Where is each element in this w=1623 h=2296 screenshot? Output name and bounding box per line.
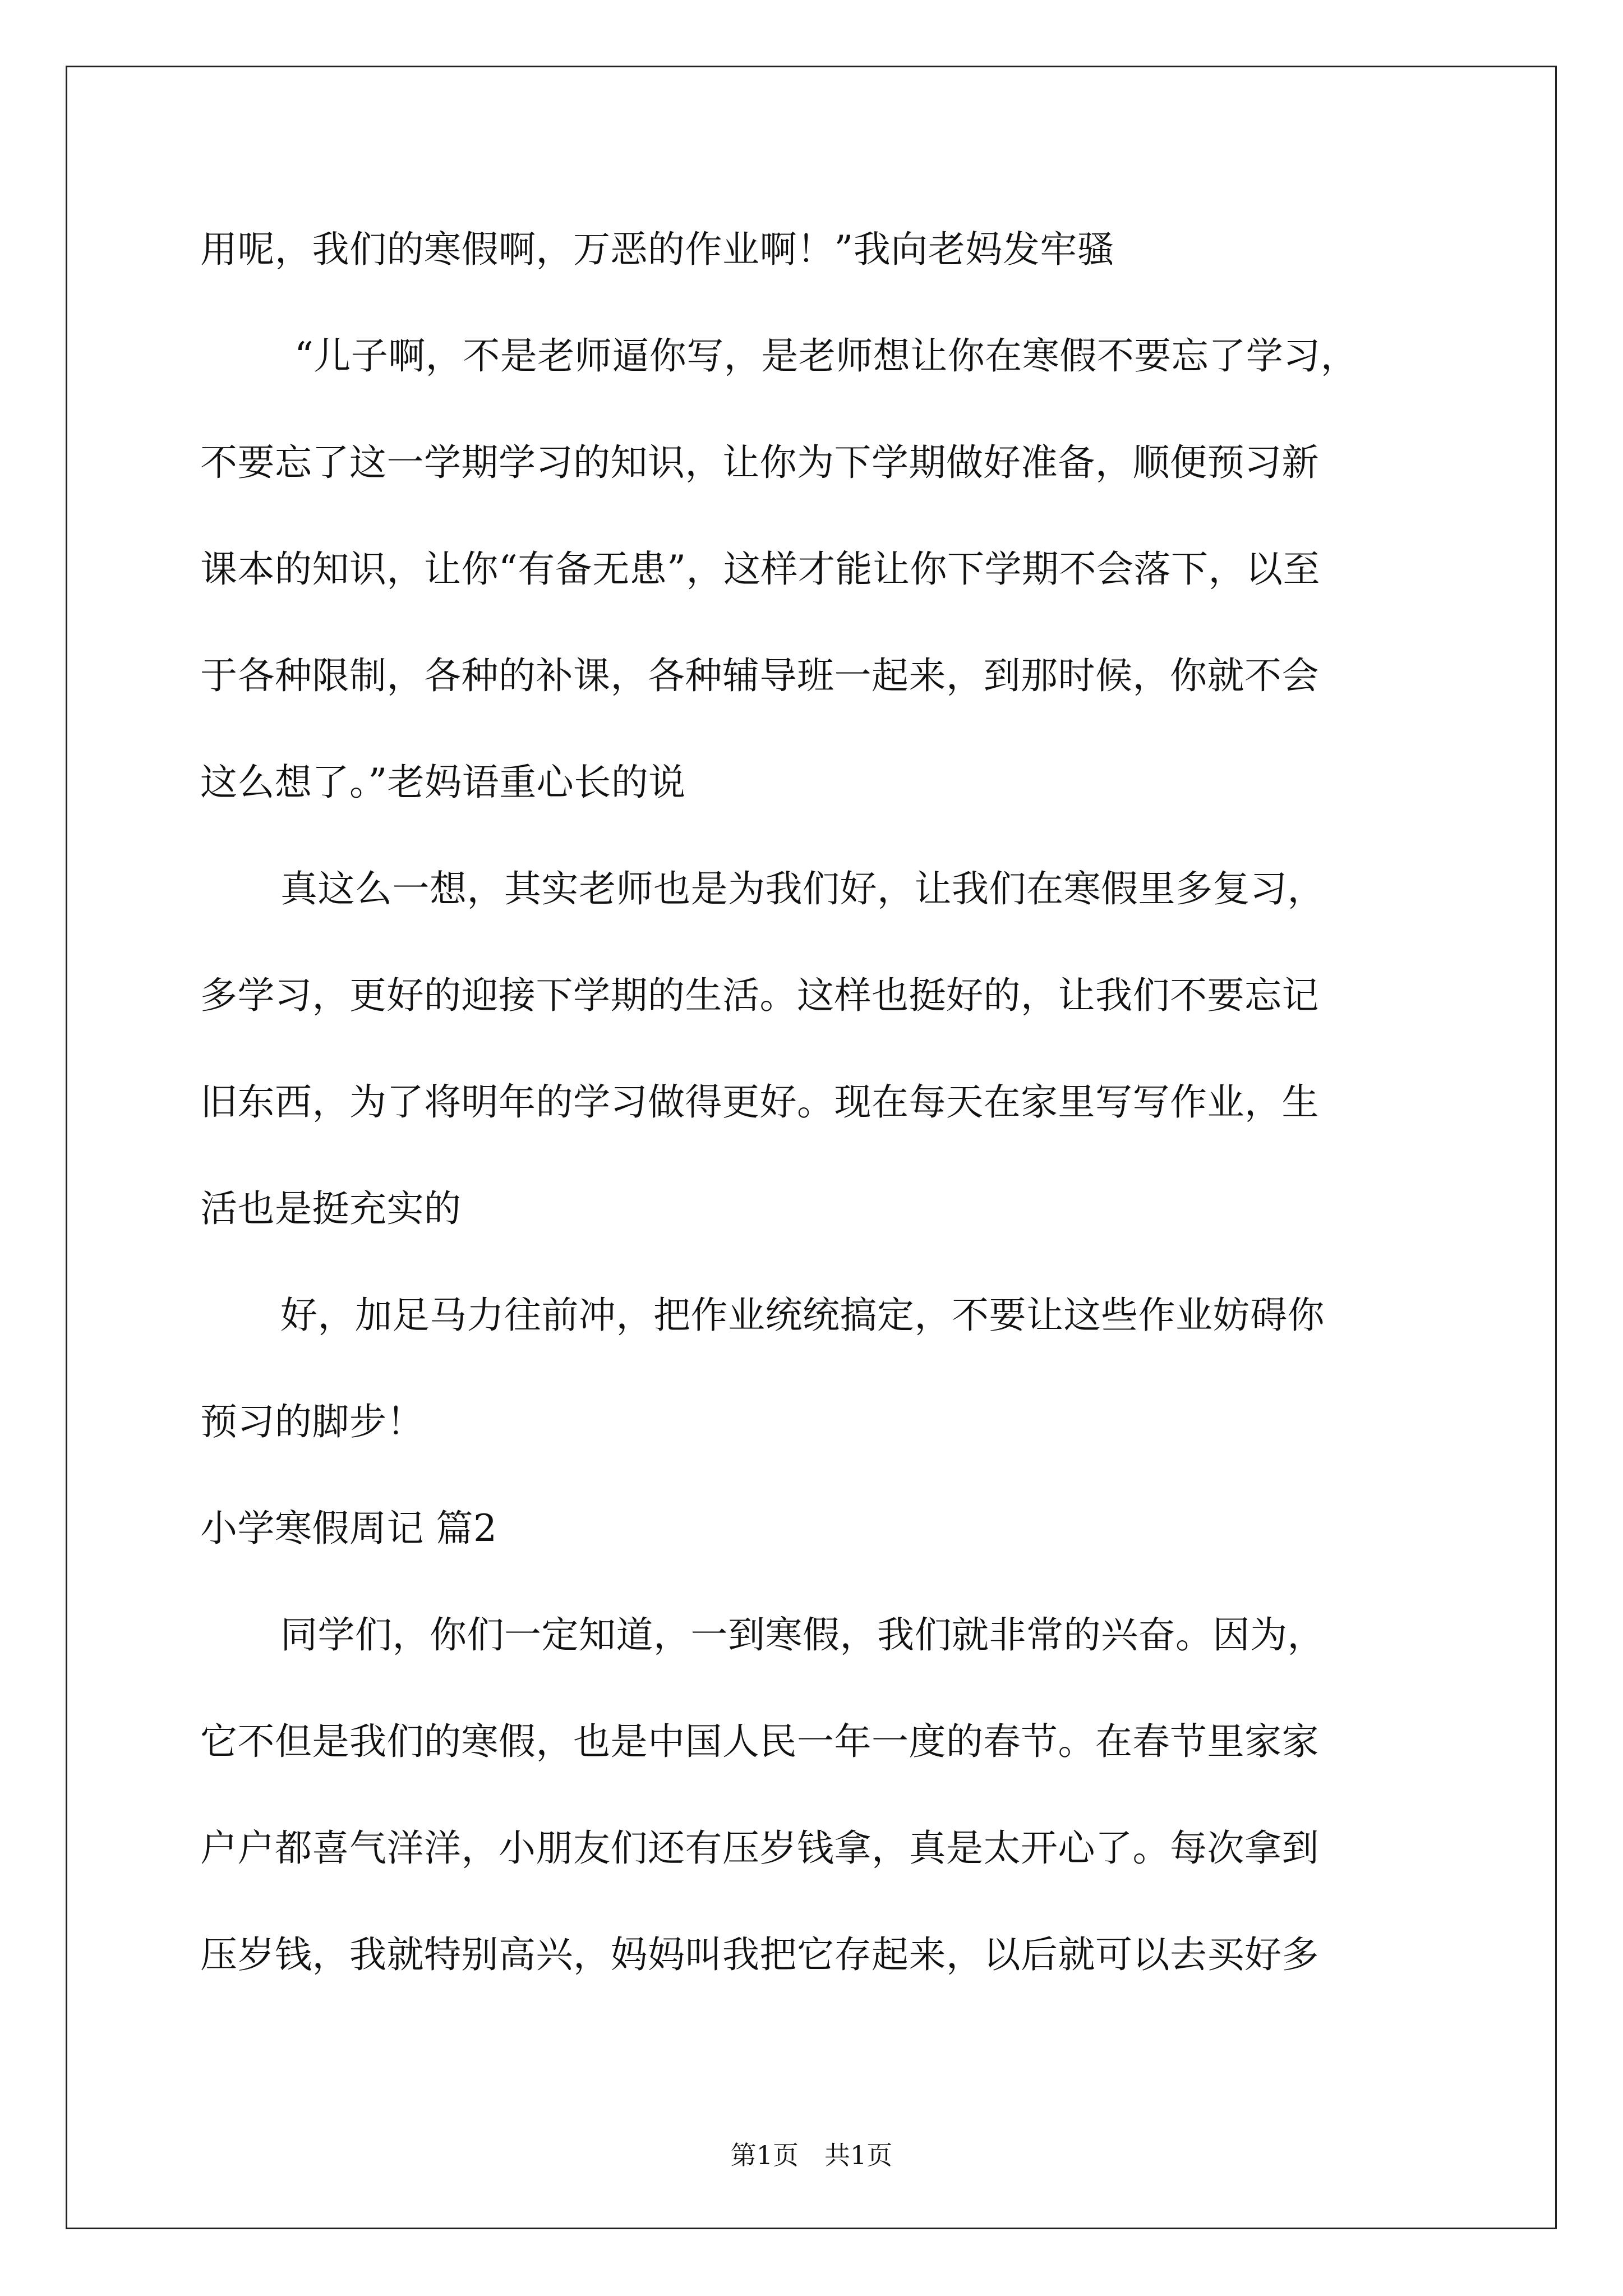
paragraph-first-line: 同学们，你们一定知道，一到寒假，我们就非常的兴奋。因为， [280, 1613, 1325, 1657]
text-line: 课本的知识，让你“有备无患”，这样才能让你下学期不会落下，以至 [200, 547, 1320, 591]
section-heading: 小学寒假周记 篇2 [200, 1507, 497, 1550]
text-line: 不要忘了这一学期学习的知识，让你为下学期做好准备，顺便预习新 [200, 441, 1319, 484]
paragraph-first-line: “儿子啊，不是老师逼你写，是老师想让你在寒假不要忘了学习， [294, 334, 1358, 378]
page-border [66, 66, 1557, 2229]
text-line: 用呢，我们的寒假啊，万恶的作业啊！”我向老妈发牢骚 [200, 228, 1115, 271]
text-line: 于各种限制，各种的补课，各种辅导班一起来，到那时候，你就不会 [200, 654, 1319, 697]
text-line: 多学习，更好的迎接下学期的生活。这样也挺好的，让我们不要忘记 [200, 974, 1319, 1017]
page-footer: 第1页 共1页 [730, 2140, 893, 2170]
text-line: 它不但是我们的寒假，也是中国人民一年一度的春节。在春节里家家 [200, 1720, 1319, 1763]
text-line: 预习的脚步！ [200, 1400, 424, 1443]
text-line: 旧东西，为了将明年的学习做得更好。现在每天在家里写写作业，生 [200, 1080, 1319, 1124]
text-line: 这么想了。”老妈语重心长的说 [200, 761, 686, 804]
text-line: 户户都喜气洋洋，小朋友们还有压岁钱拿，真是太开心了。每次拿到 [200, 1826, 1319, 1870]
text-line: 压岁钱，我就特别高兴，妈妈叫我把它存起来，以后就可以去买好多 [200, 1933, 1319, 1976]
paragraph-first-line: 真这么一想，其实老师也是为我们好，让我们在寒假里多复习， [280, 867, 1325, 910]
text-line: 活也是挺充实的 [200, 1187, 462, 1230]
paragraph-first-line: 好，加足马力往前冲，把作业统统搞定，不要让这些作业妨碍你 [280, 1294, 1325, 1337]
